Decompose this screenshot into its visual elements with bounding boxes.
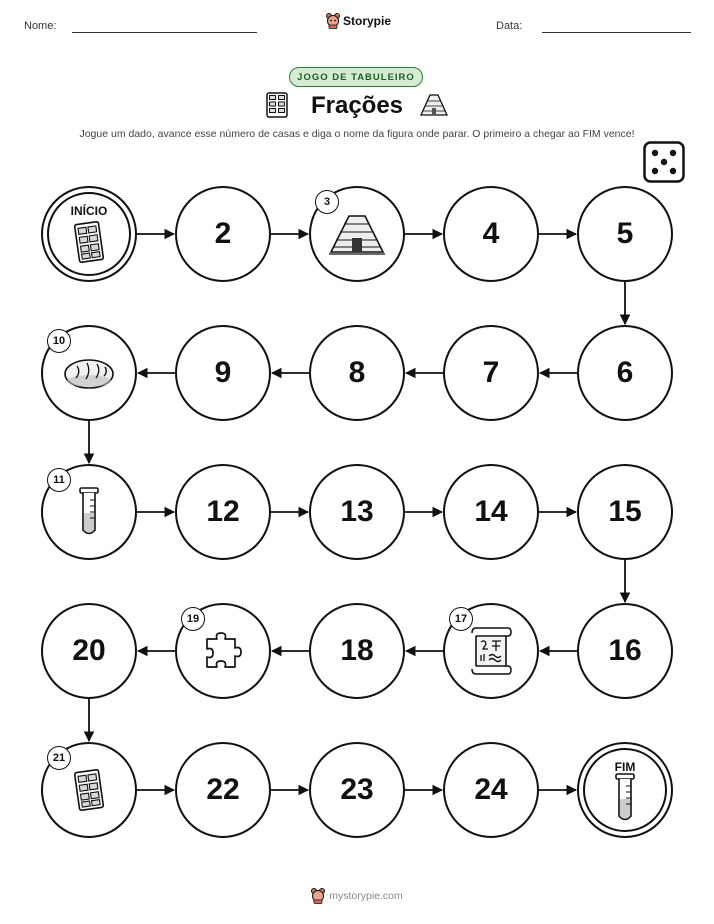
space-label: INÍCIO [70,204,108,218]
board-space [443,603,539,699]
board-space [309,464,405,560]
space-number: 15 [608,495,642,528]
pyramid-icon [327,212,387,261]
bread-icon [63,356,115,395]
space-number: 13 [340,495,374,528]
board-space [443,464,539,560]
footer-url[interactable]: mystorypie.com [329,890,403,902]
space-number: 2 [214,217,232,250]
space-number: 4 [482,217,500,250]
finish-space [577,742,673,838]
space-number: 9 [214,356,232,389]
start-space [41,186,137,282]
board-space [175,186,271,282]
space-label: FIM [614,760,636,774]
space-number-badge: 21 [47,746,71,770]
chocolate-bar-icon [72,220,106,269]
board-space [577,186,673,282]
puzzle-piece-icon [201,629,245,678]
board-space [443,186,539,282]
mascot-icon [311,888,325,904]
name-label: Nome: [24,20,57,32]
space-number: 8 [348,356,366,389]
space-number: 14 [474,495,508,528]
board-space [41,325,137,421]
game-type-badge: JOGO DE TABULEIRO [289,67,423,87]
board-space [41,742,137,838]
brand-name: Storypie [343,14,392,28]
board-space [577,325,673,421]
space-number: 24 [474,773,508,806]
space-number-badge: 19 [181,607,205,631]
board-space [175,742,271,838]
board-space [577,464,673,560]
board-space [309,603,405,699]
space-number-badge: 17 [449,607,473,631]
board-space [309,186,405,282]
board-space [175,464,271,560]
space-number: 5 [616,217,634,250]
footer [0,888,714,904]
board-space [309,742,405,838]
date-label: Data: [496,20,523,32]
space-number: 7 [482,356,500,389]
board-space [443,325,539,421]
board-space [577,603,673,699]
board-space [443,742,539,838]
board-space [175,603,271,699]
space-number: 6 [616,356,634,389]
space-number-badge: 10 [47,329,71,353]
space-number: 20 [72,634,106,667]
space-number: 12 [206,495,240,528]
space-number-badge: 11 [47,468,71,492]
instructions: Jogue um dado, avance esse número de casas e diga o nome da figura onde parar. O primeiro a chegar ao FIM vence! [79,128,635,140]
test-tube-icon [614,772,636,829]
space-number: 22 [206,773,240,806]
space-number: 16 [608,634,642,667]
page-title: Frações [310,92,404,119]
board-space [175,325,271,421]
board-space [41,464,137,560]
test-tube-icon [78,486,100,543]
space-number-badge: 3 [315,190,339,214]
space-number: 23 [340,773,374,806]
space-number: 18 [340,634,374,667]
scroll-icon [468,627,514,680]
board-space [41,603,137,699]
board-space [309,325,405,421]
chocolate-bar-icon [72,768,106,817]
